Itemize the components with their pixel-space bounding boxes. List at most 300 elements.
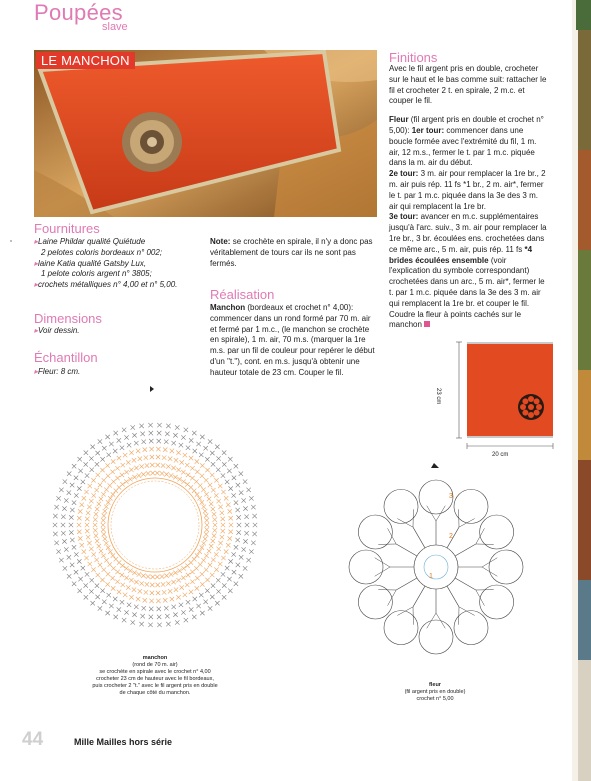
stitch-mark bbox=[179, 443, 183, 447]
stitch-mark bbox=[207, 497, 211, 501]
stitch-mark bbox=[136, 597, 140, 601]
stitch-mark bbox=[70, 563, 74, 567]
stitch-mark bbox=[166, 464, 170, 468]
stitch-mark bbox=[77, 523, 81, 527]
stitch-mark bbox=[209, 502, 213, 506]
bride-mark bbox=[388, 590, 397, 606]
stitch-mark bbox=[189, 456, 193, 460]
bride-mark bbox=[375, 558, 390, 567]
stitch-mark bbox=[162, 590, 166, 594]
stitch-mark bbox=[201, 558, 205, 562]
stitch-mark bbox=[189, 607, 193, 611]
muff-photo bbox=[34, 50, 377, 217]
stitch-mark bbox=[70, 538, 74, 542]
bride-mark bbox=[476, 590, 485, 606]
stitch-mark bbox=[74, 552, 78, 556]
bride-mark bbox=[459, 607, 475, 616]
stitch-mark bbox=[234, 545, 238, 549]
stitch-mark bbox=[139, 424, 143, 428]
stitch-mark bbox=[82, 550, 86, 554]
stitch-mark bbox=[163, 598, 167, 602]
stitch-mark bbox=[218, 505, 222, 509]
stitch-mark bbox=[210, 595, 214, 599]
stitch-mark bbox=[227, 577, 231, 581]
stitch-mark bbox=[137, 473, 141, 477]
fournitures-line: 1 pelote coloris argent n° 3805; bbox=[41, 269, 152, 279]
stitch-mark bbox=[97, 502, 101, 506]
stitch-mark bbox=[142, 606, 146, 610]
bride-mark bbox=[427, 613, 436, 628]
stitch-mark bbox=[63, 479, 67, 483]
stitch-mark bbox=[89, 547, 93, 551]
stitch-mark bbox=[53, 523, 57, 527]
fournitures-line: ▸Laine Phildar qualité Quiétude bbox=[34, 237, 146, 246]
stitch-mark bbox=[137, 572, 141, 576]
stitch-mark bbox=[113, 431, 117, 435]
stitch-mark bbox=[95, 451, 99, 455]
stitch-mark bbox=[237, 523, 241, 527]
stitch-mark bbox=[100, 468, 104, 472]
stitch-mark bbox=[234, 582, 238, 586]
start-arrow-icon bbox=[431, 463, 439, 468]
stitch-mark bbox=[126, 460, 130, 464]
stitch-mark bbox=[221, 473, 225, 477]
stitch-mark bbox=[195, 492, 199, 496]
stitch-mark bbox=[181, 435, 185, 439]
stitch-mark bbox=[111, 586, 115, 590]
stitch-mark bbox=[208, 606, 212, 610]
stitch-mark bbox=[115, 580, 119, 584]
stitch-mark bbox=[67, 472, 71, 476]
stitch-mark bbox=[107, 453, 111, 457]
stitch-mark bbox=[90, 601, 94, 605]
stitch-mark bbox=[199, 453, 203, 457]
stitch-mark bbox=[105, 611, 109, 615]
stitch-mark bbox=[138, 589, 142, 593]
stitch-mark bbox=[115, 570, 119, 574]
stitch-mark bbox=[96, 473, 100, 477]
stitch-mark bbox=[157, 431, 161, 435]
stitch-mark bbox=[67, 490, 71, 494]
stitch-mark bbox=[105, 582, 109, 586]
stitch-mark bbox=[149, 607, 153, 611]
stitch-mark bbox=[143, 598, 147, 602]
stitch-mark bbox=[77, 589, 81, 593]
stitch-mark bbox=[169, 473, 173, 477]
stitch-mark bbox=[132, 612, 136, 616]
fournitures-list bbox=[34, 237, 224, 291]
stitch-mark bbox=[131, 425, 135, 429]
stitch-mark bbox=[183, 593, 187, 597]
petal-arc bbox=[384, 489, 418, 523]
stitch-mark bbox=[181, 576, 185, 580]
stitch-mark bbox=[95, 539, 99, 543]
stitch-mark bbox=[127, 443, 131, 447]
photo-label: LE MANCHON bbox=[36, 52, 135, 69]
stitch-mark bbox=[216, 456, 220, 460]
stitch-mark bbox=[173, 612, 177, 616]
stitch-mark bbox=[78, 509, 82, 513]
height-label: 23 cm bbox=[435, 388, 441, 405]
stitch-mark bbox=[211, 507, 215, 511]
stitch-mark bbox=[241, 547, 245, 551]
stitch-mark bbox=[226, 503, 230, 507]
stitch-mark bbox=[203, 446, 207, 450]
stitch-mark bbox=[149, 439, 153, 443]
stitch-mark bbox=[82, 496, 86, 500]
stitch-mark bbox=[176, 595, 180, 599]
stitch-mark bbox=[252, 514, 256, 518]
stitch-mark bbox=[186, 600, 190, 604]
realisation-text: (bordeaux et crochet n° 4,00): commencer dans un rond formé par 70 m. air et fermé par 1 m.c., (le manchon se crochète en spirale), 1 m. air, 70 m.s. (marquer la 1re m.s. par un fil de couleur pour repérer le début d'un "t."), cont. en m.s. jusqu'à obtenir une hauteur totale de 23 cm. Couper le fil. bbox=[210, 303, 375, 377]
stitch-mark bbox=[111, 566, 115, 570]
stitch-mark bbox=[169, 572, 173, 576]
realisation-paragraph bbox=[210, 303, 377, 379]
stitch-mark bbox=[213, 528, 217, 532]
stitch-mark bbox=[150, 583, 154, 587]
stitch-mark bbox=[186, 573, 190, 577]
flower-small-icon bbox=[518, 394, 544, 420]
stitch-mark bbox=[181, 479, 185, 483]
stitch-mark bbox=[84, 462, 88, 466]
stitch-mark bbox=[85, 523, 89, 527]
bride-mark bbox=[436, 613, 445, 628]
stitch-mark bbox=[56, 496, 60, 500]
fleur-stitch-chart bbox=[340, 455, 530, 675]
stitch-mark bbox=[120, 600, 124, 604]
stitch-mark bbox=[80, 503, 84, 507]
stitch-mark bbox=[210, 473, 214, 477]
stitch-mark bbox=[97, 544, 101, 548]
stitch-mark bbox=[121, 463, 125, 467]
bride-mark bbox=[388, 528, 397, 544]
stitch-mark bbox=[215, 445, 219, 449]
stitch-mark bbox=[205, 523, 209, 527]
stitch-mark bbox=[85, 572, 89, 576]
stitch-mark bbox=[192, 489, 196, 493]
stitch-mark bbox=[77, 486, 81, 490]
stitch-mark bbox=[211, 462, 215, 466]
stitch-mark bbox=[91, 478, 95, 482]
stitch-mark bbox=[231, 552, 235, 556]
finitions-heading: Finitions bbox=[389, 50, 438, 65]
width-label: 20 cm bbox=[492, 452, 509, 458]
stitch-mark bbox=[228, 509, 232, 513]
start-arrow-icon bbox=[150, 386, 154, 392]
stitch-mark bbox=[251, 541, 255, 545]
stitch-mark bbox=[129, 578, 133, 582]
stitch-mark bbox=[77, 516, 81, 520]
stitch-mark bbox=[132, 587, 136, 591]
stitch-mark bbox=[95, 584, 99, 588]
stitch-mark bbox=[77, 530, 81, 534]
stitch-mark bbox=[86, 535, 90, 539]
petal-arc bbox=[454, 489, 488, 523]
muff-schematic bbox=[440, 335, 560, 460]
stitch-mark bbox=[168, 589, 172, 593]
stitch-mark bbox=[222, 595, 226, 599]
stitch-mark bbox=[129, 595, 133, 599]
stitch-mark bbox=[171, 605, 175, 609]
stitch-mark bbox=[239, 574, 243, 578]
stitch-mark bbox=[93, 528, 97, 532]
petal-arc bbox=[349, 550, 383, 584]
stitch-mark bbox=[88, 562, 92, 566]
stitch-mark bbox=[113, 597, 117, 601]
stitch-mark bbox=[123, 453, 127, 457]
stitch-mark bbox=[114, 557, 118, 561]
stitch-mark bbox=[228, 536, 232, 540]
stitch-mark bbox=[80, 543, 84, 547]
stitch-mark bbox=[101, 518, 105, 522]
stitch-mark bbox=[150, 455, 154, 459]
stitch-mark bbox=[141, 472, 145, 476]
stitch-mark bbox=[94, 512, 98, 516]
stitch-mark bbox=[193, 449, 197, 453]
petal-arc bbox=[419, 480, 453, 514]
stitch-mark bbox=[225, 480, 229, 484]
stitch-mark bbox=[205, 518, 209, 522]
stitch-mark bbox=[193, 597, 197, 601]
stitch-mark bbox=[101, 523, 105, 527]
stitch-mark bbox=[173, 571, 177, 575]
bride-mark bbox=[397, 607, 413, 616]
stitch-mark bbox=[74, 570, 78, 574]
stitch-mark bbox=[121, 583, 125, 587]
stitch-mark bbox=[170, 449, 174, 453]
stitch-mark bbox=[171, 466, 175, 470]
stitch-mark bbox=[216, 578, 220, 582]
stitch-mark bbox=[190, 466, 194, 470]
stitch-mark bbox=[243, 539, 247, 543]
page-title: Poupées bbox=[34, 0, 123, 25]
stitch-mark bbox=[204, 514, 208, 518]
stitch-mark bbox=[124, 576, 128, 580]
stitch-mark bbox=[234, 464, 238, 468]
stitch-mark bbox=[214, 567, 218, 571]
stitch-mark bbox=[102, 568, 106, 572]
stitch-mark bbox=[95, 595, 99, 599]
stitch-mark bbox=[239, 472, 243, 476]
stitch-mark bbox=[72, 500, 76, 504]
stitch-mark bbox=[157, 439, 161, 443]
stitch-mark bbox=[161, 463, 165, 467]
note-text: se crochète en spirale, il n'y a donc pas véritablement de tours car ils ne sont pas fermés. bbox=[210, 237, 373, 268]
stitch-mark bbox=[56, 549, 60, 553]
fleur-paragraph: Fleur (fil argent pris en double et crochet n° 5,00): 1er tour: commencer dans une boucle formée avec l'extrémité du fil, 1 m. air, 12 m.s., fermer le t. par 1 m.c. piquée dans la m. air du début. bbox=[389, 115, 544, 168]
stitch-mark bbox=[176, 578, 180, 582]
stitch-mark bbox=[186, 446, 190, 450]
stitch-mark bbox=[157, 607, 161, 611]
stitch-mark bbox=[200, 435, 204, 439]
stitch-mark bbox=[207, 549, 211, 553]
stitch-mark bbox=[131, 620, 135, 624]
chain-ring bbox=[111, 481, 199, 569]
stitch-mark bbox=[222, 462, 226, 466]
stitch-mark bbox=[156, 599, 160, 603]
stitch-mark bbox=[221, 517, 225, 521]
stitch-mark bbox=[168, 457, 172, 461]
stitch-mark bbox=[177, 569, 181, 573]
dimensions-heading: Dimensions bbox=[34, 311, 102, 326]
stitch-mark bbox=[155, 463, 159, 467]
bride-mark bbox=[455, 578, 476, 590]
stitch-mark bbox=[211, 539, 215, 543]
stitch-mark bbox=[244, 515, 248, 519]
stitch-mark bbox=[175, 620, 179, 624]
bride-mark bbox=[482, 567, 497, 576]
stitch-mark bbox=[98, 563, 102, 567]
stitch-mark bbox=[142, 440, 146, 444]
stitch-mark bbox=[220, 511, 224, 515]
stitch-mark bbox=[64, 498, 68, 502]
stitch-mark bbox=[129, 468, 133, 472]
bride-mark bbox=[413, 586, 425, 607]
bride-mark bbox=[447, 586, 459, 607]
bride-mark bbox=[427, 506, 436, 521]
muff-rectangle bbox=[467, 342, 553, 438]
stitch-mark bbox=[181, 610, 185, 614]
stitch-mark bbox=[93, 523, 97, 527]
stitch-mark bbox=[208, 563, 212, 567]
center-ring bbox=[424, 555, 448, 579]
petal-arc bbox=[384, 611, 418, 645]
stitch-mark bbox=[85, 529, 89, 533]
stitch-mark bbox=[104, 505, 108, 509]
stitch-mark bbox=[138, 457, 142, 461]
stitch-mark bbox=[122, 428, 126, 432]
stitch-mark bbox=[115, 466, 119, 470]
stitch-mark bbox=[192, 615, 196, 619]
stitch-mark bbox=[120, 573, 124, 577]
stitch-mark bbox=[95, 507, 99, 511]
stitch-mark bbox=[170, 597, 174, 601]
bride-mark bbox=[397, 519, 413, 528]
stitch-mark bbox=[84, 595, 88, 599]
bride-mark bbox=[396, 578, 417, 590]
stitch-mark bbox=[102, 446, 106, 450]
stitch-mark bbox=[59, 488, 63, 492]
stitch-mark bbox=[54, 541, 58, 545]
stitch-mark bbox=[77, 457, 81, 461]
fournitures-line: ▸laine Katia qualité Gatsby Lux, bbox=[34, 258, 147, 268]
stitch-mark bbox=[163, 447, 167, 451]
stitch-mark bbox=[70, 508, 74, 512]
stitch-mark bbox=[228, 457, 232, 461]
stitch-mark bbox=[236, 483, 240, 487]
stitch-mark bbox=[106, 500, 110, 504]
stitch-mark bbox=[174, 458, 178, 462]
stitch-mark bbox=[111, 553, 115, 557]
stitch-mark bbox=[205, 468, 209, 472]
stitch-mark bbox=[190, 570, 194, 574]
stitch-mark bbox=[190, 476, 194, 480]
stitch-mark bbox=[180, 585, 184, 589]
stitch-mark bbox=[177, 477, 181, 481]
stitch-mark bbox=[109, 442, 113, 446]
stitch-mark bbox=[235, 538, 239, 542]
stitch-mark bbox=[200, 545, 204, 549]
chain-ring bbox=[108, 478, 202, 572]
stitch-mark bbox=[81, 480, 85, 484]
stitch-mark bbox=[69, 515, 73, 519]
stitch-mark bbox=[228, 486, 232, 490]
stitch-mark bbox=[243, 566, 247, 570]
stitch-mark bbox=[120, 482, 124, 486]
stitch-mark bbox=[123, 593, 127, 597]
stitch-mark bbox=[104, 558, 108, 562]
stitch-mark bbox=[166, 622, 170, 626]
stitch-mark bbox=[100, 457, 104, 461]
stitch-mark bbox=[99, 497, 103, 501]
stitch-mark bbox=[200, 582, 204, 586]
stitch-mark bbox=[146, 574, 150, 578]
stitch-mark bbox=[218, 484, 222, 488]
note-paragraph bbox=[210, 237, 377, 269]
stitch-mark bbox=[62, 506, 66, 510]
stitch-mark bbox=[84, 556, 88, 560]
petal-arc bbox=[454, 611, 488, 645]
stitch-mark bbox=[155, 471, 159, 475]
stitch-mark bbox=[197, 496, 201, 500]
stitch-mark bbox=[115, 476, 119, 480]
stitch-mark bbox=[243, 506, 247, 510]
stitch-mark bbox=[253, 523, 257, 527]
stitch-mark bbox=[98, 439, 102, 443]
stitch-mark bbox=[205, 578, 209, 582]
stitch-mark bbox=[189, 438, 193, 442]
stitch-mark bbox=[218, 562, 222, 566]
stitch-mark bbox=[149, 447, 153, 451]
stitch-mark bbox=[192, 431, 196, 435]
echantillon-heading: Échantillon bbox=[34, 350, 98, 365]
stitch-mark bbox=[72, 464, 76, 468]
stitch-mark bbox=[85, 517, 89, 521]
stitch-mark bbox=[203, 509, 207, 513]
stitch-mark bbox=[61, 515, 65, 519]
stitch-mark bbox=[161, 582, 165, 586]
stitch-mark bbox=[222, 583, 226, 587]
stitch-mark bbox=[224, 550, 228, 554]
stitch-mark bbox=[105, 463, 109, 467]
stitch-mark bbox=[213, 523, 217, 527]
stitch-mark bbox=[162, 455, 166, 459]
stitch-mark bbox=[204, 532, 208, 536]
stitch-mark bbox=[157, 623, 161, 627]
stitch-mark bbox=[249, 496, 253, 500]
stitch-mark bbox=[156, 455, 160, 459]
stitch-mark bbox=[214, 552, 218, 556]
stitch-mark bbox=[216, 547, 220, 551]
stitch-mark bbox=[200, 611, 204, 615]
stitch-mark bbox=[91, 567, 95, 571]
stitch-mark bbox=[94, 488, 98, 492]
realisation-heading: Réalisation bbox=[210, 287, 275, 302]
stitch-mark bbox=[136, 449, 140, 453]
stitch-mark bbox=[210, 451, 214, 455]
stitch-mark bbox=[157, 615, 161, 619]
stitch-mark bbox=[232, 476, 236, 480]
stitch-mark bbox=[128, 569, 132, 573]
stitch-mark bbox=[72, 545, 76, 549]
stitch-mark bbox=[67, 574, 71, 578]
stitch-mark bbox=[113, 449, 117, 453]
fournitures-line: 2 pelotes coloris bordeaux n° 002; bbox=[41, 247, 163, 257]
stitch-mark bbox=[120, 563, 124, 567]
petal-arc bbox=[358, 515, 392, 549]
stitch-mark bbox=[194, 479, 198, 483]
stitch-mark bbox=[134, 466, 138, 470]
